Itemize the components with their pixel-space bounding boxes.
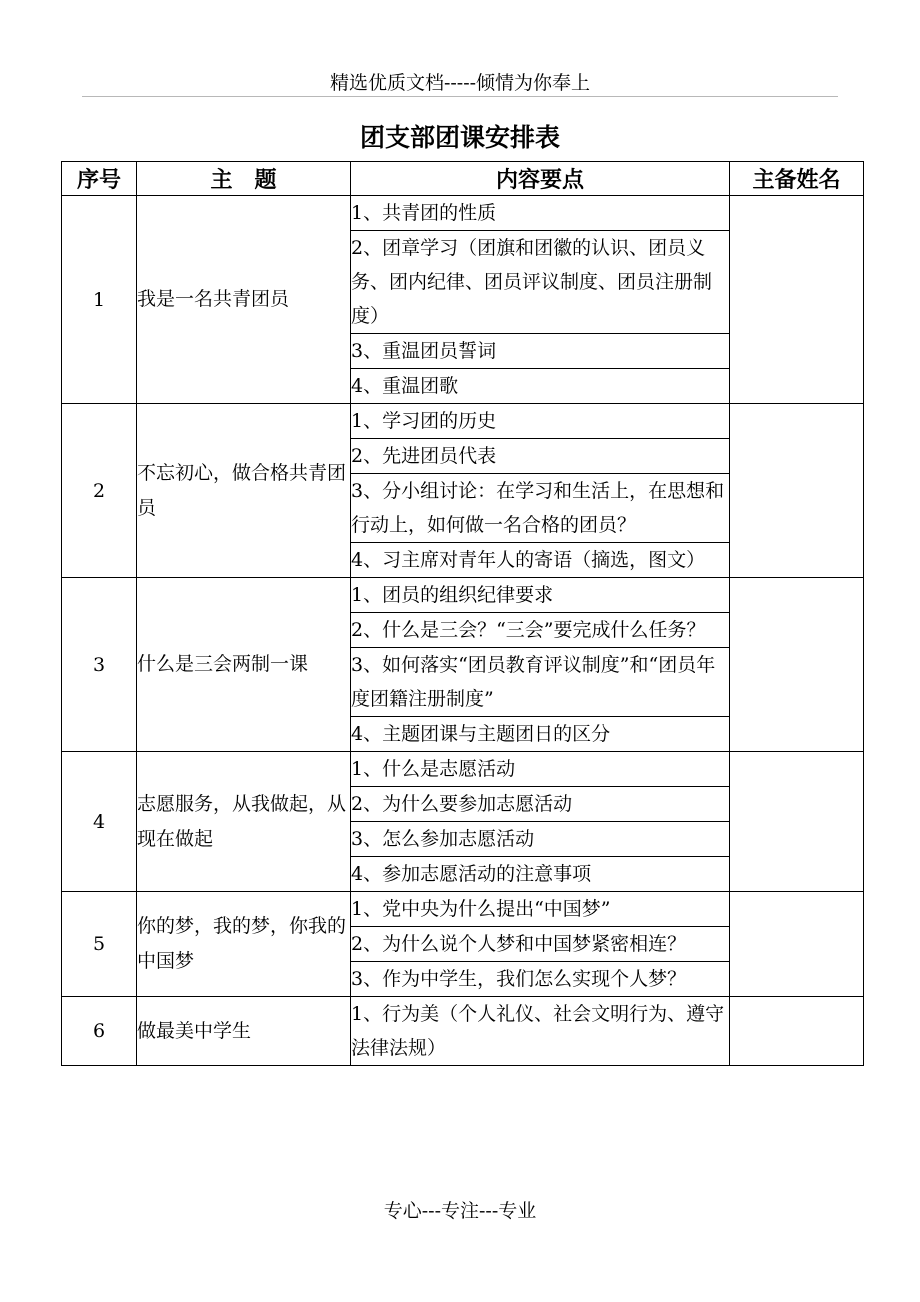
content-point: 3、分小组讨论：在学习和生活上，在思想和行动上，如何做一名合格的团员？ bbox=[351, 474, 730, 543]
row-topic: 我是一名共青团员 bbox=[137, 196, 351, 404]
content-point: 1、行为美（个人礼仪、社会文明行为、遵守法律法规） bbox=[351, 997, 730, 1066]
table-row bbox=[62, 997, 864, 1066]
column-header-preparer: 主备姓名 bbox=[730, 162, 864, 196]
page-header: 精选优质文档-----倾情为你奉上 bbox=[329, 72, 591, 94]
preparer-cell bbox=[730, 578, 864, 752]
row-number: 2 bbox=[62, 404, 137, 578]
content-point: 2、团章学习（团旗和团徽的认识、团员义务、团内纪律、团员评议制度、团员注册制度） bbox=[351, 231, 730, 334]
schedule-table bbox=[61, 161, 864, 1066]
table-row bbox=[62, 196, 864, 231]
row-number: 3 bbox=[62, 578, 137, 752]
column-header-topic: 主 题 bbox=[137, 162, 351, 196]
row-topic: 做最美中学生 bbox=[137, 997, 351, 1066]
content-point: 3、怎么参加志愿活动 bbox=[351, 822, 730, 857]
table-row bbox=[62, 404, 864, 439]
content-point: 2、为什么要参加志愿活动 bbox=[351, 787, 730, 822]
page-footer: 专心---专注---专业 bbox=[383, 1200, 537, 1222]
content-point: 4、主题团课与主题团日的区分 bbox=[351, 717, 730, 752]
content-point: 1、什么是志愿活动 bbox=[351, 752, 730, 787]
content-point: 1、党中央为什么提出“中国梦” bbox=[351, 892, 730, 927]
row-number: 1 bbox=[62, 196, 137, 404]
content-point: 1、学习团的历史 bbox=[351, 404, 730, 439]
content-point: 2、为什么说个人梦和中国梦紧密相连？ bbox=[351, 927, 730, 962]
row-topic: 什么是三会两制一课 bbox=[137, 578, 351, 752]
column-header-points: 内容要点 bbox=[351, 162, 730, 196]
content-point: 3、作为中学生，我们怎么实现个人梦？ bbox=[351, 962, 730, 997]
table-header-row bbox=[62, 162, 864, 196]
content-point: 4、参加志愿活动的注意事项 bbox=[351, 857, 730, 892]
table-row bbox=[62, 892, 864, 927]
preparer-cell bbox=[730, 404, 864, 578]
row-number: 5 bbox=[62, 892, 137, 997]
row-number: 4 bbox=[62, 752, 137, 892]
row-topic: 不忘初心，做合格共青团员 bbox=[137, 404, 351, 578]
content-point: 1、团员的组织纪律要求 bbox=[351, 578, 730, 613]
header-divider bbox=[82, 96, 838, 97]
table-row bbox=[62, 752, 864, 787]
preparer-cell bbox=[730, 196, 864, 404]
document-title: 团支部团课安排表 bbox=[359, 123, 560, 152]
row-topic: 志愿服务，从我做起，从现在做起 bbox=[137, 752, 351, 892]
preparer-cell bbox=[730, 997, 864, 1066]
content-point: 4、重温团歌 bbox=[351, 369, 730, 404]
content-point: 1、共青团的性质 bbox=[351, 196, 730, 231]
content-point: 3、如何落实“团员教育评议制度”和“团员年度团籍注册制度” bbox=[351, 648, 730, 717]
row-topic: 你的梦，我的梦，你我的中国梦 bbox=[137, 892, 351, 997]
content-point: 4、习主席对青年人的寄语（摘选，图文） bbox=[351, 543, 730, 578]
table-row bbox=[62, 578, 864, 613]
content-point: 2、什么是三会？“三会”要完成什么任务？ bbox=[351, 613, 730, 648]
content-point: 3、重温团员誓词 bbox=[351, 334, 730, 369]
preparer-cell bbox=[730, 892, 864, 997]
row-number: 6 bbox=[62, 997, 137, 1066]
content-point: 2、先进团员代表 bbox=[351, 439, 730, 474]
preparer-cell bbox=[730, 752, 864, 892]
column-header-number: 序号 bbox=[62, 162, 137, 196]
